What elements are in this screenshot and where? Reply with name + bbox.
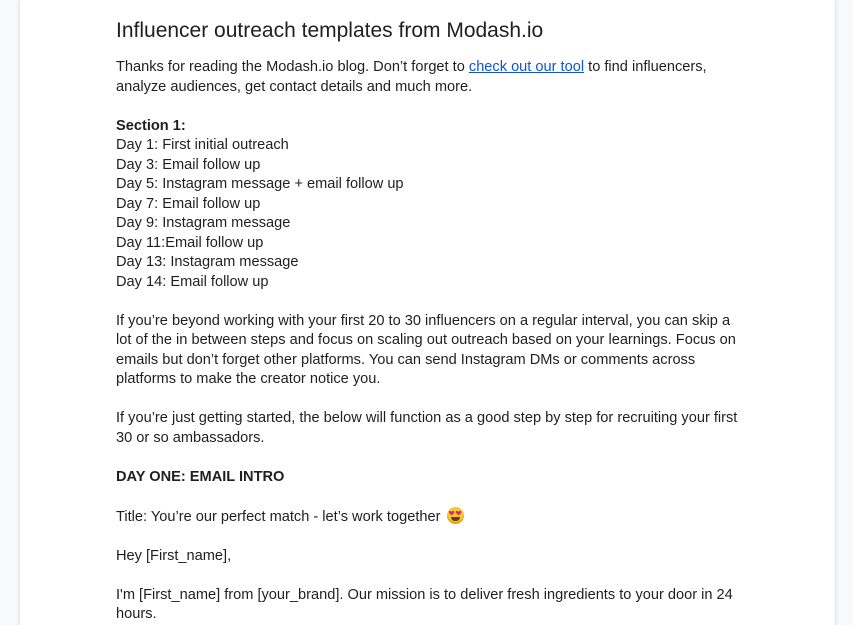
email-title-text: Title: You’re our perfect match - let’s work together [116, 508, 441, 525]
schedule-item: Day 13: Instagram message [116, 254, 299, 270]
intro-paragraph [116, 58, 746, 97]
spacer [116, 97, 746, 117]
schedule-item: Day 11:Email follow up [116, 234, 264, 251]
intro-text-before: Thanks for reading the Modash.io blog. Don’t forget to [116, 59, 469, 75]
schedule-item: Day 1: First initial outreach [116, 137, 289, 153]
spacer [116, 527, 746, 547]
document-body [116, 18, 746, 625]
section-heading: Section 1: [116, 117, 186, 134]
intro-text-after: to find influencers, analyze audiences, get contact details and much more. [116, 59, 707, 95]
spacer [116, 390, 746, 410]
document-title: Influencer outreach templates from Modash.io [116, 19, 544, 42]
schedule-item: Day 7: Email follow up [116, 195, 261, 212]
schedule-item: Day 9: Instagram message [116, 215, 291, 231]
schedule-item: Day 14: Email follow up [116, 273, 269, 290]
spacer [116, 487, 746, 507]
spacer [116, 292, 746, 312]
spacer [116, 448, 746, 468]
star-struck-emoji-icon [447, 507, 464, 524]
email-greeting: Hey [First_name], [116, 547, 232, 564]
getting-started-paragraph: If you’re just getting started, the below will function as a good step by step for recruiting your first 30 or so ambassadors. [116, 410, 738, 446]
beyond-paragraph: If you’re beyond working with your first 20 to 30 influencers on a regular interval, you can skip a lot of the in between steps and focus on scaling out outreach based on your learnings. Focus on emails but don’t forget other platforms. You can send Instagram DMs or comments across platforms to make the creator notice you. [116, 312, 736, 387]
check-out-tool-link[interactable]: check out our tool [468, 59, 585, 75]
schedule-item: Day 5: Instagram message + email follow up [116, 176, 404, 192]
day-one-heading: DAY ONE: EMAIL INTRO [116, 468, 285, 485]
email-title-line [116, 507, 746, 528]
schedule-item: Day 3: Email follow up [116, 156, 261, 173]
email-mission: I'm [First_name] from [your_brand]. Our mission is to deliver fresh ingredients to your door in 24 hours. [116, 586, 733, 622]
document-page [19, 0, 836, 625]
spacer [116, 566, 746, 586]
